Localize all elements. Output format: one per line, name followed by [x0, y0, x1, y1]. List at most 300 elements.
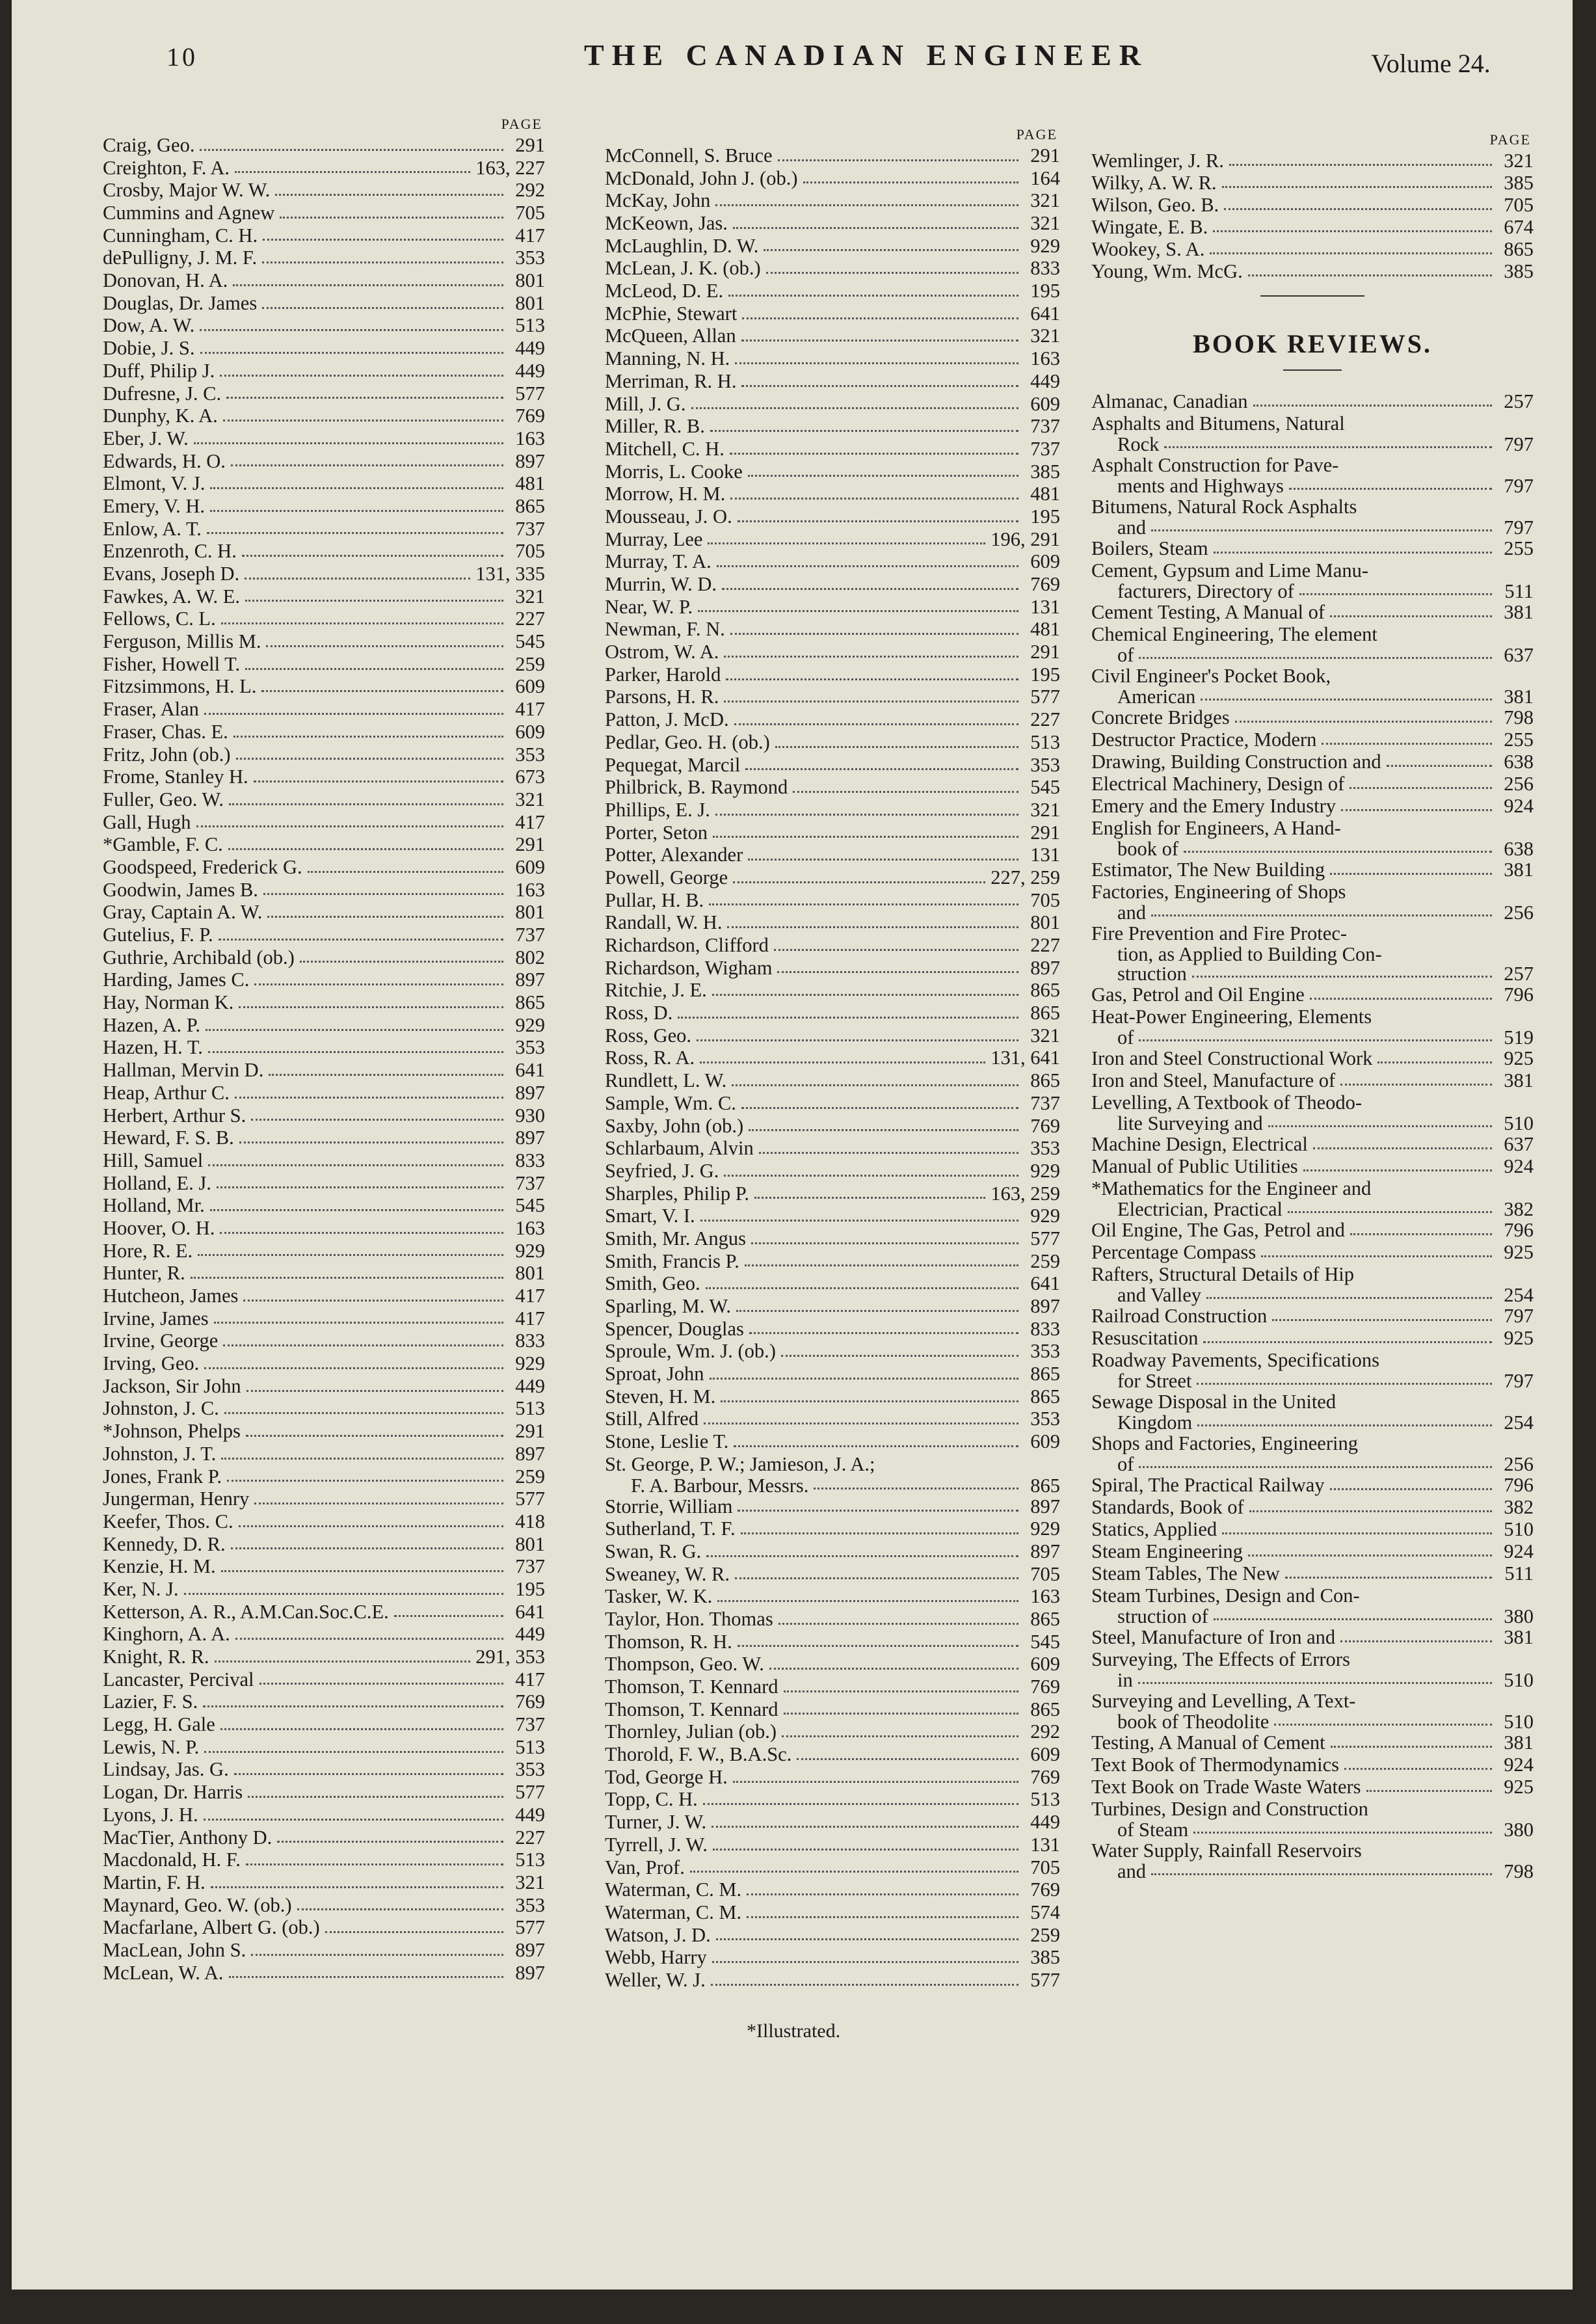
index-entry: [103, 856, 545, 879]
entry-name: Gray, Captain A. W.: [103, 901, 263, 924]
entry-name: of: [1117, 644, 1134, 666]
dot-leader: [245, 600, 503, 602]
index-entry: [1091, 1496, 1534, 1518]
entry-name: Holland, Mr.: [103, 1194, 205, 1217]
dot-leader: [1344, 1768, 1492, 1770]
dot-leader: [248, 1796, 503, 1798]
dot-leader: [1366, 1790, 1492, 1792]
entry-name: Hore, R. E.: [103, 1239, 193, 1262]
dot-leader: [715, 814, 1018, 816]
entry-name: Destructor Practice, Modern: [1091, 728, 1317, 751]
entry-name: Hoover, O. H.: [103, 1216, 215, 1239]
entry-name: Electrician, Practical: [1117, 1198, 1283, 1220]
entry-name: Mill, J. G.: [605, 392, 686, 415]
entry-name: Fitzsimmons, H. L.: [103, 675, 257, 698]
dot-leader: [710, 1378, 1019, 1380]
entry-name: facturers, Directory of: [1117, 580, 1294, 602]
entry-page: 674: [1504, 216, 1534, 238]
entry-name: English for Engineers, A Hand-: [1091, 817, 1341, 839]
entry-name: Weller, W. J.: [605, 1968, 706, 1991]
dot-leader: [730, 453, 1018, 455]
dot-leader: [1224, 208, 1492, 210]
entry-page: 801: [515, 1532, 545, 1555]
entry-name: Civil Engineer's Pocket Book,: [1091, 665, 1331, 687]
dot-leader: [697, 1039, 1018, 1041]
entry-page: 865: [1030, 1385, 1060, 1408]
dot-leader: [261, 690, 503, 692]
index-entry: [1091, 537, 1534, 559]
entry-name: Waterman, C. M.: [605, 1878, 742, 1901]
entry-page: 865: [1030, 1069, 1060, 1092]
entry-page: 292: [1030, 1720, 1060, 1743]
index-entry: [605, 1608, 1060, 1631]
entry-page: 797: [1504, 516, 1534, 539]
entry-page: 195: [1030, 280, 1060, 302]
index-entry: [103, 1307, 545, 1330]
index-entry: [1091, 1305, 1534, 1327]
entry-name: Porter, Seton: [605, 821, 708, 844]
index-entry: [605, 1115, 1060, 1138]
entry-page: 256: [1504, 1453, 1534, 1475]
entry-page: 385: [1030, 1946, 1060, 1969]
index-entry: [103, 157, 545, 180]
index-entry: [605, 1540, 1060, 1563]
entry-name: Waterman, C. M.: [605, 1901, 742, 1923]
entry-page: 924: [1504, 1155, 1534, 1177]
entry-name: Still, Alfred: [605, 1408, 699, 1430]
entry-name: Thomson, T. Kennard: [605, 1698, 778, 1720]
index-entry: [605, 1137, 1060, 1160]
entry-name: Kenzie, H. M.: [103, 1555, 216, 1578]
dot-leader: [709, 903, 1018, 905]
entry-page: 163: [1030, 1585, 1060, 1608]
index-entry: [605, 1766, 1060, 1789]
dot-leader: [219, 939, 503, 941]
entry-name: Thompson, Geo. W.: [605, 1653, 764, 1676]
entry-page: 577: [1030, 686, 1060, 708]
entry-page: 798: [1504, 1860, 1534, 1882]
entry-page: 929: [1030, 1159, 1060, 1182]
index-entry: [103, 1375, 545, 1398]
dot-leader: [1235, 721, 1492, 723]
dot-leader: [231, 464, 503, 466]
entry-name: Lewis, N. P.: [103, 1735, 200, 1758]
entry-name: Stone, Leslie T.: [605, 1430, 729, 1453]
entry-name: Wingate, E. B.: [1091, 216, 1208, 238]
dot-leader: [210, 510, 503, 512]
index-entry: [103, 202, 545, 224]
index-entry: [103, 1037, 545, 1060]
entry-page: 259: [515, 652, 545, 675]
entry-page: 417: [515, 698, 545, 721]
index-entry: [103, 1420, 545, 1443]
dot-leader: [741, 385, 1018, 387]
entry-name: Estimator, The New Building: [1091, 859, 1325, 881]
entry-page: 321: [1030, 212, 1060, 235]
entry-page: 417: [515, 1668, 545, 1690]
dot-leader: [200, 149, 503, 151]
entry-name: Potter, Alexander: [605, 844, 743, 866]
journal-title: THE CANADIAN ENGINEER: [584, 38, 1149, 72]
dot-leader: [194, 442, 503, 444]
entry-page: 291: [515, 133, 545, 156]
index-entry: [605, 1340, 1060, 1363]
entry-name: Jackson, Sir John: [103, 1374, 241, 1397]
entry-name: Lancaster, Percival: [103, 1668, 254, 1690]
dot-leader: [208, 1051, 503, 1053]
entry-page: 545: [1030, 1630, 1060, 1653]
dot-leader: [741, 1107, 1018, 1109]
dot-leader: [708, 542, 985, 544]
dot-leader: [747, 1893, 1018, 1895]
index-entry: [605, 957, 1060, 980]
entry-page: 924: [1504, 1754, 1534, 1776]
dot-leader: [1340, 1084, 1492, 1086]
dot-leader: [267, 916, 503, 918]
entry-page: 385: [1030, 460, 1060, 483]
index-entry: [605, 1495, 1060, 1518]
index-entry: [1091, 518, 1534, 537]
entry-name: Parker, Harold: [605, 663, 721, 686]
dot-leader: [1151, 529, 1492, 531]
index-entry: [605, 1250, 1060, 1273]
index-entry: [605, 1946, 1060, 1969]
dot-leader: [217, 1186, 503, 1188]
entry-page: 737: [515, 1171, 545, 1194]
entry-name: Ker, N. J.: [103, 1577, 179, 1600]
index-entry: [1091, 687, 1534, 706]
entry-page: 769: [1030, 573, 1060, 596]
dot-leader: [233, 736, 503, 738]
entry-page: 131: [1030, 595, 1060, 618]
dot-leader: [226, 397, 503, 399]
dot-leader: [191, 1277, 503, 1279]
entry-name: Randall, W. H.: [605, 911, 723, 934]
index-entry: [1091, 1562, 1534, 1584]
section-divider: [1260, 295, 1364, 297]
entry-page: 897: [1030, 1540, 1060, 1562]
entry-name: Thornley, Julian (ob.): [605, 1720, 777, 1743]
entry-page: 737: [515, 1713, 545, 1736]
index-entry: [605, 325, 1060, 348]
entry-page: 705: [1030, 888, 1060, 911]
dot-leader: [1203, 1341, 1492, 1343]
entry-name: Murray, Lee: [605, 528, 703, 550]
entry-page: 577: [515, 1488, 545, 1510]
dot-leader: [732, 1084, 1018, 1086]
index-entry: [605, 1811, 1060, 1834]
index-entry: [103, 1104, 545, 1127]
entry-page: 513: [1030, 1788, 1060, 1811]
entry-name: Fritz, John (ob.): [103, 743, 231, 766]
entry-page: 797: [1504, 1305, 1534, 1327]
index-entry: [1091, 1584, 1534, 1607]
index-entry: [605, 1743, 1060, 1766]
entry-name: of: [1117, 1026, 1134, 1048]
entry-name: Morris, L. Cooke: [605, 460, 743, 483]
page-number: 10: [166, 42, 198, 72]
index-entry: [605, 1408, 1060, 1431]
index-entry: [1091, 476, 1534, 496]
entry-page: 321: [1504, 150, 1534, 172]
index-entry: [1091, 1327, 1534, 1349]
entry-name: Spiral, The Practical Railway: [1091, 1474, 1325, 1496]
dot-leader: [215, 1661, 471, 1663]
entry-name: Webb, Harry: [605, 1946, 707, 1969]
index-entry: [103, 1646, 545, 1668]
index-entry: [103, 1465, 545, 1488]
dot-leader: [259, 1683, 504, 1685]
entry-page: 195: [1030, 663, 1060, 686]
dot-leader: [733, 227, 1018, 229]
dot-leader: [735, 1577, 1018, 1579]
dot-leader: [777, 971, 1018, 973]
entry-name: St. George, P. W.; Jamieson, J. A.;: [605, 1452, 875, 1475]
entry-name: Rock: [1117, 433, 1160, 455]
entry-name: and: [1117, 516, 1147, 539]
dot-leader: [1193, 1832, 1492, 1834]
entry-name: Steam Tables, The New: [1091, 1562, 1280, 1584]
entry-name: Bitumens, Natural Rock Asphalts: [1091, 496, 1357, 518]
dot-leader: [266, 645, 503, 647]
entry-page: 865: [1030, 1002, 1060, 1024]
index-entry: [1091, 1006, 1534, 1028]
index-entry: [605, 1924, 1060, 1947]
entry-name: Sproat, John: [605, 1363, 704, 1385]
entry-page: 256: [1504, 773, 1534, 795]
entry-name: Smart, V. I.: [605, 1205, 695, 1227]
entry-name: Water Supply, Rainfall Reservoirs: [1091, 1839, 1362, 1862]
entry-page: 321: [1030, 1024, 1060, 1047]
entry-name: Pedlar, Geo. H. (ob.): [605, 730, 770, 753]
entry-name: Crosby, Major W. W.: [103, 179, 271, 202]
index-entry: [103, 179, 545, 202]
entry-page: 897: [515, 449, 545, 472]
page-header: [12, 20, 1573, 85]
index-entry: [103, 1555, 545, 1578]
entry-name: Tod, George H.: [605, 1765, 728, 1788]
index-entry: [1091, 1371, 1534, 1391]
index-entry: [103, 247, 545, 269]
dot-leader: [277, 1841, 503, 1843]
dot-leader: [713, 1849, 1018, 1850]
dot-leader: [200, 352, 504, 354]
entry-name: Sweaney, W. R.: [605, 1562, 730, 1585]
index-entry: [1091, 1820, 1534, 1839]
dot-leader: [224, 1412, 503, 1414]
index-entry: [1091, 601, 1534, 623]
index-entry: [103, 1352, 545, 1375]
entry-page: 737: [1030, 1091, 1060, 1114]
index-entry: [605, 1318, 1060, 1341]
index-entry: [1091, 922, 1534, 944]
entry-name: Ketterson, A. R., A.M.Can.Soc.C.E.: [103, 1600, 389, 1623]
index-entry: [1091, 964, 1534, 983]
entry-name: Morrow, H. M.: [605, 483, 726, 505]
index-entry: [605, 302, 1060, 325]
entry-page: 510: [1504, 1518, 1534, 1540]
dot-leader: [196, 825, 503, 827]
entry-name: Cement Testing, A Manual of: [1091, 601, 1325, 623]
entry-name: Steam Turbines, Design and Con-: [1091, 1584, 1360, 1607]
page-column-label: PAGE: [1489, 131, 1531, 148]
index-entry: [605, 1182, 1060, 1205]
entry-name: Steam Engineering: [1091, 1540, 1243, 1562]
index-entry: [605, 1901, 1060, 1924]
entry-page: 510: [1504, 1711, 1534, 1733]
entry-name: Elmont, V. J.: [103, 472, 206, 495]
dot-leader: [712, 994, 1018, 996]
entry-name: McPhie, Stewart: [605, 302, 738, 325]
index-entry: [605, 889, 1060, 912]
index-entry: [605, 144, 1060, 167]
entry-name: F. A. Barbour, Messrs.: [631, 1474, 809, 1497]
entry-page: 797: [1504, 475, 1534, 497]
dot-leader: [239, 1006, 503, 1008]
entry-page: 929: [1030, 1205, 1060, 1227]
entry-name: Levelling, A Textbook of Theodo-: [1091, 1091, 1363, 1114]
entry-page: 929: [515, 1239, 545, 1262]
index-entry: [103, 1939, 545, 1962]
index-entry: [605, 1856, 1060, 1879]
index-entry: [103, 1826, 545, 1849]
dot-leader: [254, 781, 503, 782]
dot-leader: [1310, 998, 1492, 1000]
entry-page: 737: [1030, 415, 1060, 438]
index-entry: [605, 550, 1060, 573]
entry-name: Saxby, John (ob.): [605, 1114, 744, 1137]
index-entry: [103, 676, 545, 699]
dot-leader: [204, 713, 503, 715]
dot-leader: [228, 848, 503, 850]
entry-name: Ross, D.: [605, 1002, 673, 1024]
dot-leader: [1289, 488, 1492, 490]
index-entry: [103, 450, 545, 473]
index-entry: [605, 415, 1060, 438]
index-entry: [103, 1488, 545, 1510]
index-entry: [1091, 412, 1534, 434]
dot-leader: [221, 1458, 503, 1460]
entry-name: Fawkes, A. W. E.: [103, 585, 240, 608]
entry-name: Percentage Compass: [1091, 1241, 1257, 1263]
index-entry: [1091, 454, 1534, 476]
index-entry: [605, 1878, 1060, 1901]
entry-name: Newman, F. N.: [605, 618, 725, 641]
index-entry: [1091, 1540, 1534, 1562]
dot-leader: [245, 578, 470, 580]
index-entry: [103, 1871, 545, 1894]
index-entry: [1091, 1670, 1534, 1690]
entry-name: Hutcheon, James: [103, 1285, 239, 1307]
entry-page: 163: [515, 427, 545, 449]
entry-page: 545: [515, 630, 545, 653]
dot-leader: [204, 1367, 503, 1369]
entry-page: 801: [515, 901, 545, 924]
index-entry: [605, 347, 1060, 370]
index-entry: [1091, 238, 1534, 260]
entry-name: ments and Highways: [1117, 475, 1284, 497]
index-entry: [103, 1601, 545, 1623]
dot-leader: [736, 1310, 1018, 1312]
entry-page: 353: [1030, 753, 1060, 776]
index-entry: [1091, 1731, 1534, 1754]
entry-name: Donovan, H. A.: [103, 269, 228, 292]
entry-page: 353: [515, 1036, 545, 1059]
entry-page: 255: [1504, 728, 1534, 751]
entry-page: 511: [1504, 1562, 1534, 1584]
index-entry: [103, 1759, 545, 1782]
entry-page: 353: [515, 1758, 545, 1781]
book-reviews-heading: BOOK REVIEWS.: [1193, 329, 1432, 358]
entry-name: Standards, Book of: [1091, 1496, 1244, 1518]
dot-leader: [745, 768, 1018, 770]
index-entry: [605, 235, 1060, 258]
dot-leader: [1288, 1211, 1492, 1213]
index-entry: [103, 608, 545, 630]
dot-leader: [223, 1344, 503, 1346]
dot-leader: [759, 1152, 1018, 1154]
entry-name: Thomson, T. Kennard: [605, 1676, 778, 1698]
dot-leader: [747, 1916, 1018, 1918]
entry-name: Smith, Mr. Angus: [605, 1227, 746, 1249]
index-entry: [605, 1720, 1060, 1743]
index-entry: [605, 483, 1060, 505]
entry-page: 321: [1030, 325, 1060, 347]
entry-name: Martin, F. H.: [103, 1871, 206, 1893]
dot-leader: [1377, 1062, 1492, 1063]
entry-name: Parsons, H. R.: [605, 686, 719, 708]
dot-leader: [784, 1713, 1018, 1715]
index-entry: [605, 461, 1060, 483]
entry-page: 481: [1030, 483, 1060, 505]
entry-page: 291: [1030, 641, 1060, 663]
entry-name: Wilson, Geo. B.: [1091, 194, 1219, 216]
entry-name: Fraser, Chas. E.: [103, 720, 228, 743]
dot-leader: [221, 622, 503, 624]
entry-page: 163, 259: [991, 1182, 1060, 1205]
entry-name: Ritchie, J. E.: [605, 979, 707, 1002]
entry-name: Surveying and Levelling, A Text-: [1091, 1690, 1356, 1712]
entry-page: 321: [1030, 798, 1060, 821]
entry-name: Wilky, A. W. R.: [1091, 172, 1217, 194]
entry-name: Mitchell, C. H.: [605, 437, 725, 460]
dot-leader: [690, 1871, 1018, 1873]
index-entry: [1091, 903, 1534, 922]
entry-page: 796: [1504, 983, 1534, 1006]
entry-page: 353: [515, 247, 545, 269]
index-entry: [1091, 1114, 1534, 1133]
index-entry: [103, 653, 545, 676]
dot-leader: [223, 420, 503, 421]
entry-page: 257: [1504, 390, 1534, 412]
entry-name: Dow, A. W.: [103, 314, 195, 337]
dot-leader: [220, 375, 503, 377]
entry-page: 381: [1504, 1731, 1534, 1754]
entry-page: 291: [515, 1420, 545, 1443]
entry-name: for Street: [1117, 1370, 1192, 1392]
entry-page: 769: [1030, 1765, 1060, 1788]
entry-page: 385: [1504, 172, 1534, 194]
index-entry: [1091, 1091, 1534, 1114]
index-entry: [103, 292, 545, 315]
dot-leader: [200, 329, 503, 331]
entry-page: 291: [515, 833, 545, 856]
index-entry: [103, 743, 545, 766]
dot-leader: [1249, 1510, 1492, 1512]
entry-name: McKay, John: [605, 189, 711, 212]
index-entry: [103, 360, 545, 382]
dot-leader: [1184, 851, 1492, 853]
